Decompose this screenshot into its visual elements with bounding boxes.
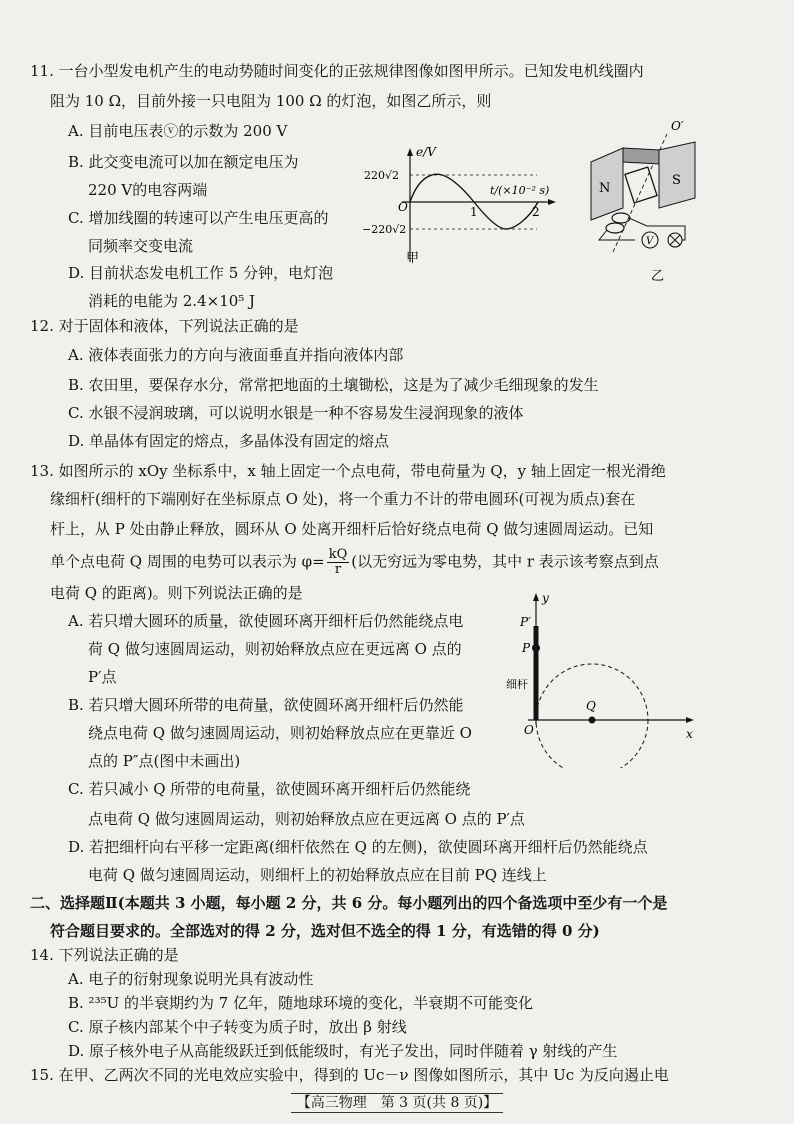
- q13-rod-label: 细杆: [506, 678, 528, 691]
- yi-voltmeter-label: V: [646, 236, 654, 247]
- q13-figure: [500, 588, 700, 768]
- q12-stem: 12. 对于固体和液体，下列说法正确的是: [30, 317, 299, 335]
- jia-caption: 甲: [406, 251, 420, 266]
- q13-option-a-line1: A. 若只增大圆环的质量，欲使圆环离开细杆后仍然能绕点电: [68, 612, 464, 630]
- q11-figure-jia: [362, 142, 567, 272]
- q13-charge-q: [589, 717, 596, 724]
- jia-ylabel: e/V: [416, 145, 436, 159]
- q13-stem-line5: 电荷 Q 的距离)。则下列说法正确的是: [50, 584, 303, 602]
- q13-y-label: y: [542, 591, 549, 605]
- q13-stem-line3: 杆上，从 P 处由静止释放，圆环从 O 处离开细杆后恰好绕点电荷 Q 做匀速圆周运动。已知: [50, 520, 654, 538]
- q11-option-d-line1: D. 目前状态发电机工作 5 分钟，电灯泡: [68, 264, 334, 282]
- q14-option-c: C. 原子核内部某个中子转变为质子时，放出 β 射线: [68, 1018, 407, 1036]
- yi-caption: 乙: [651, 269, 665, 284]
- q15-stem: 15. 在甲、乙两次不同的光电效应实验中，得到的 Uc－ν 图像如图所示，其中 Uc 为反向遏止电: [30, 1066, 669, 1084]
- q13-fraction-denominator: r: [334, 562, 342, 577]
- q13-option-b-line3: 点的 P″点(图中未画出): [88, 752, 241, 770]
- jia-y-arrow: [407, 148, 413, 156]
- q13-x-arrow: [686, 717, 694, 723]
- q13-potential-fraction: [327, 548, 350, 577]
- q11-option-b-line1: B. 此交变电流可以加在额定电压为: [68, 153, 299, 171]
- q14-stem: 14. 下列说法正确的是: [30, 946, 179, 964]
- q13-stem-line2: 缘细杆(细杆的下端刚好在坐标原点 O 处)，将一个重力不计的带电圆环(可视为质点)套在: [50, 490, 636, 508]
- q13-ring-p: [532, 644, 540, 652]
- q13-option-c-line1: C. 若只减小 Q 所带的电荷量，欲使圆环离开细杆后仍然能绕: [68, 780, 471, 798]
- q12-option-d: D. 单晶体有固定的熔点，多晶体没有固定的熔点: [68, 432, 390, 450]
- q11-option-d-line2: 消耗的电能为 2.4×10⁵ J: [88, 292, 256, 310]
- page-footer: [0, 1092, 794, 1112]
- q13-option-d-line2: 电荷 Q 做匀速圆周运动，则细杆上的初始释放点应在目前 PQ 连线上: [88, 866, 547, 884]
- q11-figure-yi: [585, 112, 705, 287]
- footer-text: 【高三物理 第 3 页(共 8 页)】: [291, 1093, 504, 1113]
- yi-magnet-top: [623, 148, 659, 164]
- q13-y-arrow: [533, 593, 539, 601]
- q14-option-a: A. 电子的衍射现象说明光具有波动性: [68, 970, 314, 988]
- yi-s-label: S: [672, 173, 681, 188]
- q13-q-label: Q: [586, 699, 596, 713]
- jia-xtick-2: 2: [532, 205, 540, 219]
- jia-x-arrow: [548, 199, 556, 205]
- section2-heading-line2: 符合题目要求的。全部选对的得 2 分，选对但不选全的得 1 分，有选错的得 0 分): [50, 922, 600, 940]
- q13-option-a-line2: 荷 Q 做匀速圆周运动，则初始释放点应在更远离 O 点的: [88, 640, 462, 658]
- yi-n-label: N: [599, 181, 611, 196]
- q11-stem-line2: 阻为 10 Ω，目前外接一只电阻为 100 Ω 的灯泡，如图乙所示，则: [50, 92, 492, 110]
- yi-slip-ring-2: [606, 223, 624, 233]
- q12-option-c: C. 水银不浸润玻璃，可以说明水银是一种不容易发生浸润现象的液体: [68, 404, 524, 422]
- jia-ytick-pos: 220√2: [364, 169, 400, 182]
- q13-stem-line1: 13. 如图所示的 xOy 坐标系中，x 轴上固定一个点电荷，带电荷量为 Q，y 轴上固定一根光滑绝: [30, 462, 666, 480]
- q13-stem-line4-post: (以无穷远为零电势，其中 r 表示该考察点到点: [351, 552, 659, 571]
- jia-origin: O: [398, 200, 408, 214]
- q13-p-label: P: [522, 641, 531, 655]
- q14-option-d: D. 原子核外电子从高能级跃迁到低能级时，有光子发出，同时伴随着 γ 射线的产生: [68, 1042, 618, 1060]
- q11-option-c-line1: C. 增加线圈的转速可以产生电压更高的: [68, 209, 329, 227]
- q13-stem-line4-pre: 单个点电荷 Q 周围的电势可以表示为 φ=: [50, 552, 325, 571]
- yi-coil: [625, 167, 657, 203]
- q12-option-a: A. 液体表面张力的方向与液面垂直并指向液体内部: [68, 346, 404, 364]
- q13-x-label: x: [686, 727, 693, 741]
- q13-option-a-line3: P′点: [88, 668, 117, 686]
- q13-stem-line4: [50, 548, 659, 577]
- q11-option-b-line2: 220 V的电容两端: [88, 181, 208, 199]
- q13-option-c-line2: 点电荷 Q 做匀速圆周运动，则初始释放点应在更远离 O 点的 P′点: [88, 810, 525, 828]
- q12-option-b: B. 农田里，要保存水分，常常把地面的土壤锄松，这是为了减少毛细现象的发生: [68, 376, 599, 394]
- q13-orbit-circle: [536, 664, 648, 768]
- jia-xlabel: t/(×10⁻² s): [490, 184, 550, 197]
- yi-wire-1: [599, 230, 635, 240]
- q13-o-label: O: [524, 723, 534, 737]
- q11-option-c-line2: 同频率交变电流: [88, 237, 194, 255]
- jia-xtick-1: 1: [470, 205, 478, 219]
- q13-option-d-line1: D. 若把细杆向右平移一定距离(细杆依然在 Q 的左侧)，欲使圆环离开细杆后仍然能绕点: [68, 838, 648, 856]
- q11-stem-line1: 11. 一台小型发电机产生的电动势随时间变化的正弦规律图像如图甲所示。已知发电机线圈内: [30, 62, 644, 80]
- q13-p-prime-label: P′: [520, 615, 531, 629]
- yi-axis-label: O′: [671, 119, 684, 133]
- q13-option-b-line1: B. 若只增大圆环所带的电荷量，欲使圆环离开细杆后仍然能: [68, 696, 464, 714]
- q13-option-b-line2: 绕点电荷 Q 做匀速圆周运动，则初始释放点应在更靠近 O: [88, 724, 472, 742]
- q11-option-a: A. 目前电压表ⓥ的示数为 200 V: [68, 122, 288, 140]
- section2-heading-line1: 二、选择题Ⅱ(本题共 3 小题，每小题 2 分，共 6 分。每小题列出的四个备选项中至少有一个是: [30, 894, 668, 912]
- q13-fraction-numerator: kQ: [328, 547, 348, 562]
- jia-ytick-neg: −220√2: [362, 223, 407, 236]
- yi-slip-ring-1: [612, 213, 630, 223]
- q14-option-b: B. ²³⁵U 的半衰期约为 7 亿年，随地球环境的变化，半衰期不可能变化: [68, 994, 534, 1012]
